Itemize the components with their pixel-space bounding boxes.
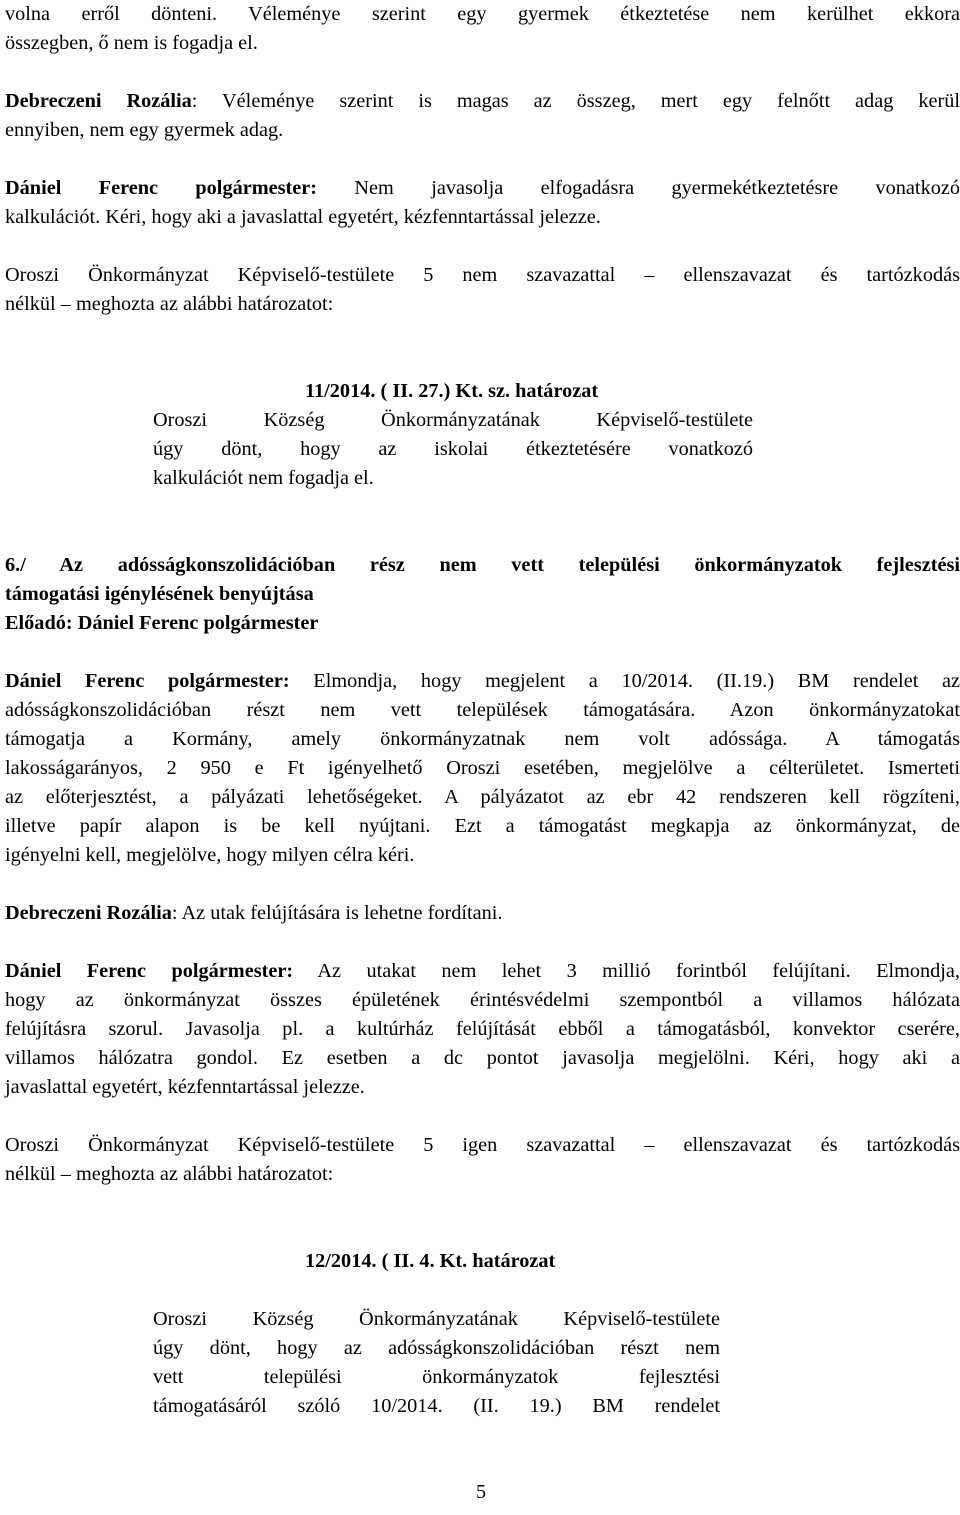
agenda-heading-line: támogatási igénylésének benyújtása (5, 583, 314, 605)
text-line: illetve papír alapon is be kell nyújtani. Ezt a támogatást megkapja az önkormányzat, de (5, 815, 960, 837)
speaker-name: Debreczeni Rozália (5, 902, 172, 924)
page-number: 5 (476, 1481, 487, 1503)
text-line (5, 174, 960, 203)
text-line: villamos hálózatra gondol. Ez esetben a dc pontot javasolja megjelölni. Kéri, hogy aki a (5, 1047, 960, 1069)
text-line: kalkulációt nem fogadja el. (153, 467, 374, 489)
text-line: adósságkonszolidációban részt nem vett települések támogatására. Azon önkormányzatokat (5, 699, 960, 721)
text-line: nélkül – meghozta az alábbi határozatot: (5, 293, 334, 315)
resolution-12-2014 (5, 1247, 960, 1421)
speech-text: : Véleménye szerint is magas az összeg, mert egy felnőtt adag kerül (191, 90, 960, 112)
paragraph-continuation (5, 0, 960, 58)
paragraph-mayor-1 (5, 174, 960, 232)
text-line: támogatja a Kormány, amely önkormányzatnak nem volt adóssága. A támogatás (5, 728, 960, 750)
agenda-heading-line: 6./ Az adósságkonszolidációban rész nem vett települési önkormányzatok fejlesztési (5, 554, 960, 576)
text-line: az előterjesztést, a pályázati lehetőségeket. A pályázatot az ebr 42 rendszeren kell rögzíteni, (5, 786, 960, 808)
text-line: igényelni kell, megjelölve, hogy milyen célra kéri. (5, 844, 415, 866)
paragraph-mayor-3 (5, 957, 960, 1102)
text-line (5, 957, 960, 986)
text-line: hogy az önkormányzat összes épületének érintésvédelmi szempontból a villamos hálózata (5, 989, 960, 1011)
text-line: nélkül – meghozta az alábbi határozatot: (5, 1163, 334, 1185)
text-line: úgy dönt, hogy az iskolai étkeztetésére vonatkozó (153, 438, 753, 460)
text-line: javaslattal egyetért, kézfenntartással jelezze. (5, 1076, 365, 1098)
text-line: kalkulációt. Kéri, hogy aki a javaslattal egyetért, kézfenntartással jelezze. (5, 206, 601, 228)
paragraph-mayor-2 (5, 667, 960, 870)
vote-result-2 (5, 1131, 960, 1189)
resolution-body (153, 406, 753, 493)
text-line (5, 87, 960, 116)
text-line: Oroszi Önkormányzat Képviselő-testülete 5 igen szavazattal – ellenszavazat és tartózkodás (5, 1134, 960, 1156)
text-line (5, 667, 960, 696)
vote-result-1 (5, 261, 960, 319)
speaker-name: Dániel Ferenc polgármester: (5, 670, 290, 692)
speaker-name: Debreczeni Rozália (5, 90, 192, 112)
text-line: úgy dönt, hogy az adósságkonszolidációban részt nem (153, 1337, 720, 1359)
speaker-name: Dániel Ferenc polgármester: (5, 960, 294, 982)
text-line: Oroszi Község Önkormányzatának Képviselő-testülete (153, 409, 753, 431)
text-line: vett települési önkormányzatok fejlesztési (153, 1366, 720, 1388)
paragraph-debreczeni-1 (5, 87, 960, 145)
text-line: felújításra szorul. Javasolja pl. a kultúrház felújítását ebből a támogatásból, konvektor cserére, (5, 1018, 960, 1040)
speaker-name: Dániel Ferenc polgármester: (5, 177, 318, 199)
text-line: volna erről dönteni. Véleménye szerint egy gyermek étkeztetése nem kerülhet ekkora (5, 3, 960, 25)
speech-text: Elmondja, hogy megjelent a 10/2014. (II.19.) BM rendelet az (289, 670, 960, 692)
text-line: ennyiben, nem egy gyermek adag. (5, 119, 284, 141)
speech-text: Nem javasolja elfogadásra gyermekétkeztetésre vonatkozó (317, 177, 960, 199)
text-line: Oroszi Község Önkormányzatának Képviselő-testülete (153, 1308, 720, 1330)
paragraph-debreczeni-2 (5, 899, 960, 928)
resolution-11-2014 (5, 377, 960, 493)
text-line: összegben, ő nem is fogadja el. (5, 32, 258, 54)
resolution-body (153, 1305, 720, 1421)
agenda-item-6 (5, 551, 960, 638)
text-line (5, 899, 960, 928)
resolution-title: 12/2014. ( II. 4. Kt. határozat (305, 1250, 556, 1272)
speech-text: : Az utak felújítására is lehetne fordítani. (171, 902, 503, 924)
resolution-title: 11/2014. ( II. 27.) Kt. sz. határozat (305, 380, 599, 402)
text-line: Oroszi Önkormányzat Képviselő-testülete 5 nem szavazattal – ellenszavazat és tartózkodás (5, 264, 960, 286)
agenda-presenter: Előadó: Dániel Ferenc polgármester (5, 612, 319, 634)
text-line: támogatásáról szóló 10/2014. (II. 19.) BM rendelet (153, 1395, 720, 1417)
speech-text: Az utakat nem lehet 3 millió forintból felújítani. Elmondja, (293, 960, 960, 982)
text-line: lakosságarányos, 2 950 e Ft igényelhető Oroszi esetében, megjelölve a célterületet. Ismerteti (5, 757, 960, 779)
